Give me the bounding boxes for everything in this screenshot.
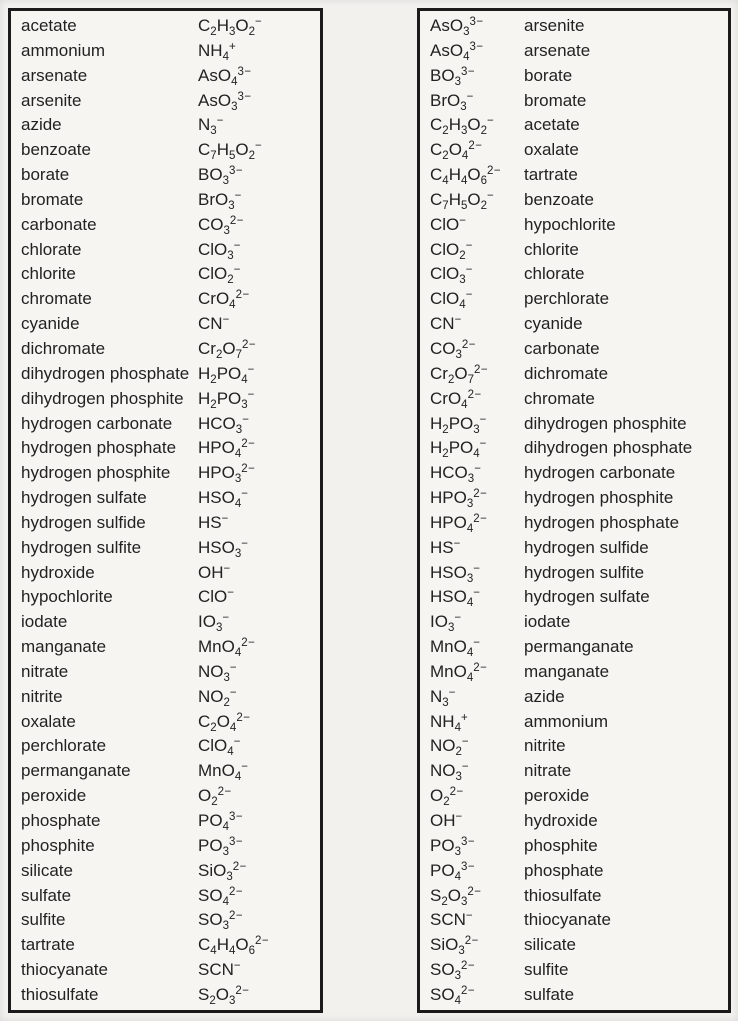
ion-row	[21, 734, 320, 759]
ion-row	[21, 859, 320, 884]
ion-row	[21, 39, 320, 64]
ion-formula: MnO$_4^{2-}$	[198, 637, 256, 660]
ion-name: cyanide	[21, 314, 80, 334]
ion-row	[21, 287, 320, 312]
ion-formula: HS−	[198, 512, 229, 532]
ion-row	[21, 486, 320, 511]
ion-row	[21, 561, 320, 586]
ion-formula: $C_4H_4O_6^{2-}$	[430, 165, 502, 188]
ion-row	[430, 238, 728, 263]
ion-formula: $NO_2^-$	[198, 686, 238, 709]
ion-row	[430, 163, 728, 188]
ion-row	[21, 635, 320, 660]
ion-row	[430, 585, 728, 610]
ion-name: benzoate	[524, 189, 594, 209]
ion-row	[430, 362, 728, 387]
ion-name: hydrogen carbonate	[21, 413, 173, 433]
ion-formula: $HPO_4^{2-}$	[198, 438, 256, 461]
ion-name: carbonate	[21, 214, 97, 234]
ion-row	[430, 337, 728, 362]
ion-formula: $H_2PO_3^-$	[430, 413, 487, 436]
ion-row	[430, 387, 728, 412]
ion-formula: $HSO_3^-$	[198, 537, 249, 560]
ion-row	[21, 908, 320, 933]
ion-formula: $NO_2^-$	[430, 736, 470, 759]
ion-name: permanganate	[524, 637, 634, 657]
ion-formula: CN−	[198, 314, 230, 334]
ion-row	[430, 536, 728, 561]
ion-formula: $Cr_2O_7^{2-}$	[430, 363, 489, 386]
ion-formula: MnO$_4$−	[430, 637, 481, 660]
ion-name: hydrogen sulfate	[21, 488, 147, 508]
ion-row	[430, 809, 728, 834]
ion-row	[21, 337, 320, 362]
ion-name: hydrogen sulfite	[21, 537, 142, 557]
ion-row	[430, 213, 728, 238]
ion-formula: $C_4H_4O_6^{2-}$	[198, 935, 270, 958]
ion-name: nitrite	[524, 736, 566, 756]
ion-name: arsenate	[21, 65, 88, 85]
ion-formula: $Cr_2O_7^{2-}$	[198, 338, 257, 361]
ion-name: acetate	[524, 115, 580, 135]
ion-formula: CN−	[430, 314, 462, 334]
ion-name: thiosulfate	[21, 984, 99, 1004]
ion-row	[21, 188, 320, 213]
ion-formula: ClO$_4$−	[198, 736, 241, 759]
ion-row	[430, 933, 728, 958]
ion-row	[430, 635, 728, 660]
ion-formula: ClO−	[198, 587, 235, 607]
ion-formula: MnO$_4^{2-}$	[430, 661, 488, 684]
ion-formula: ClO$_2$−	[430, 239, 473, 262]
ion-row	[430, 461, 728, 486]
ion-row	[21, 89, 320, 114]
ion-formula: $C_2H_3O_2^-$	[430, 115, 495, 138]
ion-name: borate	[524, 65, 573, 85]
ion-formula: $H_2PO_4^-$	[430, 438, 487, 461]
ion-row	[21, 585, 320, 610]
ion-formula: $N_3^-$	[430, 686, 456, 709]
ion-row	[21, 710, 320, 735]
ion-name: iodate	[524, 612, 571, 632]
ion-formula: $C_2H_3O_2^-$	[198, 16, 263, 38]
ion-name: hydrogen phosphate	[21, 438, 177, 458]
ion-formula: $HCO_3^-$	[430, 463, 482, 486]
ion-name: borate	[21, 165, 70, 185]
ion-row	[21, 759, 320, 784]
ion-row	[21, 536, 320, 561]
ion-formula: $C_2O_4^{2-}$	[430, 140, 483, 163]
ion-formula: $NO_3^-$	[198, 661, 238, 684]
ion-formula: $SO_3^{2-}$	[198, 910, 244, 933]
ion-name: azide	[524, 686, 565, 706]
ion-name: dihydrogen phosphate	[524, 438, 693, 458]
ion-row	[430, 89, 728, 114]
ion-row	[21, 362, 320, 387]
ion-formula: $O_2^{2-}$	[430, 786, 464, 809]
ion-row	[430, 64, 728, 89]
ion-formula: $N_3^-$	[198, 115, 224, 138]
ion-name: thiocyanate	[21, 960, 108, 980]
ion-name: hydrogen sulfate	[524, 587, 650, 607]
ion-name: chlorite	[21, 264, 76, 284]
ion-name: benzoate	[21, 140, 91, 160]
ion-row	[430, 859, 728, 884]
ion-row	[21, 213, 320, 238]
ion-name: permanganate	[21, 761, 131, 781]
ion-name: perchlorate	[21, 736, 107, 756]
ion-name: silicate	[524, 935, 576, 955]
ion-name: hydrogen carbonate	[524, 463, 676, 483]
ion-name: manganate	[21, 637, 107, 657]
ion-formula: $C_7H_5O_2^-$	[198, 140, 263, 163]
ion-formula: $PO_4^{3-}$	[430, 860, 476, 883]
ion-formula: CrO$_4^{2-}$	[198, 289, 250, 312]
ion-formula: $HSO_3^-$	[430, 562, 481, 585]
ion-formula: $PO_3^{3-}$	[430, 835, 476, 858]
ion-formula: $NO_3^-$	[430, 761, 470, 784]
ion-formula: HS−	[430, 537, 461, 557]
ion-row	[430, 759, 728, 784]
ion-formula: ClO$_2$−	[198, 264, 241, 287]
ion-formula: AsO$_4^{3-}$	[198, 65, 252, 88]
ion-name: bromate	[524, 90, 587, 110]
ion-row	[430, 908, 728, 933]
ion-row	[430, 312, 728, 337]
ion-row	[21, 983, 320, 1008]
ion-row	[21, 387, 320, 412]
ion-name: hydrogen phosphate	[524, 512, 680, 532]
ion-name: arsenate	[524, 40, 591, 60]
ion-row	[430, 511, 728, 536]
ion-row	[21, 412, 320, 437]
ion-name: tartrate	[524, 165, 578, 185]
ion-name: nitrite	[21, 686, 63, 706]
ion-row	[430, 784, 728, 809]
ion-row	[430, 660, 728, 685]
ion-name: ammonium	[524, 711, 609, 731]
ion-row	[430, 685, 728, 710]
ion-name: acetate	[21, 16, 77, 35]
ion-formula: AsO$_4^{3-}$	[430, 40, 484, 63]
ion-formula: SiO$_3^{2-}$	[198, 860, 247, 883]
ion-formula: $HSO_4^-$	[430, 587, 481, 610]
ion-name: hypochlorite	[524, 214, 616, 234]
ion-name: silicate	[21, 860, 73, 880]
ion-row	[21, 238, 320, 263]
ion-row	[430, 884, 728, 909]
ion-row	[430, 188, 728, 213]
ion-formula: SCN−	[198, 960, 242, 980]
ion-name: chlorate	[21, 239, 82, 259]
ion-name: azide	[21, 115, 62, 135]
ion-name: ammonium	[21, 40, 106, 60]
ion-name: oxalate	[21, 711, 76, 731]
ion-name: sulfite	[21, 910, 66, 930]
ion-formula: $NH_4^+$	[198, 40, 237, 63]
ion-name: hydrogen sulfide	[524, 537, 649, 557]
ion-formula: $HCO_3^-$	[198, 413, 250, 436]
ion-name: peroxide	[524, 786, 590, 806]
ion-row	[430, 561, 728, 586]
ion-table-by-formula	[417, 8, 731, 1013]
ion-row	[21, 312, 320, 337]
ion-formula: $SO_4^{2-}$	[430, 984, 476, 1007]
ion-name: chromate	[524, 388, 595, 408]
ion-row	[21, 809, 320, 834]
ion-row	[430, 486, 728, 511]
ion-row	[430, 138, 728, 163]
ion-name: nitrate	[21, 661, 69, 681]
ion-formula: OH−	[430, 811, 463, 830]
ion-row	[430, 610, 728, 635]
ion-name: nitrate	[524, 761, 572, 781]
ion-name: cyanide	[524, 314, 583, 334]
ion-formula: SCN−	[430, 910, 474, 930]
ion-formula: $PO_4^{3-}$	[198, 811, 244, 833]
ion-row	[21, 933, 320, 958]
ion-name: phosphite	[524, 835, 598, 855]
ion-formula: $BO_3^{3-}$	[430, 65, 476, 88]
ion-formula: $CO_3^{2-}$	[430, 338, 477, 361]
ion-formula: ClO−	[430, 214, 467, 234]
ion-row	[430, 262, 728, 287]
ion-formula: $HPO_3^{2-}$	[198, 463, 256, 486]
ion-row	[430, 287, 728, 312]
ion-row	[430, 113, 728, 138]
ion-formula: BrO$_3$−	[198, 189, 242, 212]
ion-name: hydrogen phosphite	[524, 488, 674, 508]
ion-name: iodate	[21, 612, 68, 632]
ion-formula: OH−	[198, 562, 231, 582]
ion-row	[21, 113, 320, 138]
ion-formula: $C_2O_4^{2-}$	[198, 711, 251, 734]
ion-row	[21, 685, 320, 710]
ion-formula: $CO_3^{2-}$	[198, 214, 245, 237]
ion-formula: ClO$_3$−	[430, 264, 473, 287]
ion-name: thiosulfate	[524, 885, 602, 905]
ion-name: bromate	[21, 189, 84, 209]
ion-name: dichromate	[524, 363, 609, 383]
ion-formula: $HSO_4^-$	[198, 488, 249, 511]
ion-row	[21, 784, 320, 809]
ion-row	[21, 834, 320, 859]
ion-name: carbonate	[524, 338, 600, 358]
ion-row	[430, 834, 728, 859]
ion-formula: AsO$_3^{3-}$	[430, 16, 484, 38]
ion-row	[21, 138, 320, 163]
ion-name: phosphate	[21, 811, 101, 830]
ion-row	[21, 884, 320, 909]
ion-name: thiocyanate	[524, 910, 611, 930]
ion-row	[21, 64, 320, 89]
ion-name: oxalate	[524, 140, 579, 160]
ion-name: manganate	[524, 661, 610, 681]
ion-formula: $H_2PO_4^-$	[198, 363, 255, 386]
ion-row	[430, 734, 728, 759]
ion-formula: $NH_4^+$	[430, 711, 469, 734]
ion-row	[21, 511, 320, 536]
ion-name: hydrogen sulfite	[524, 562, 645, 582]
ion-row	[21, 958, 320, 983]
ion-row	[430, 412, 728, 437]
ion-name: hydroxide	[524, 811, 598, 830]
ion-name: phosphite	[21, 835, 95, 855]
ion-formula: SiO$_3^{2-}$	[430, 935, 479, 958]
ion-formula: $PO_3^{3-}$	[198, 835, 244, 858]
ion-name: tartrate	[21, 935, 75, 955]
ion-formula: $HPO_4^{2-}$	[430, 512, 488, 535]
ion-formula: $BO_3^{3-}$	[198, 165, 244, 188]
ion-row	[21, 660, 320, 685]
ion-name: chlorate	[524, 264, 585, 284]
ion-name: dihydrogen phosphate	[21, 363, 190, 383]
ion-name: hydrogen sulfide	[21, 512, 146, 532]
ion-row	[430, 710, 728, 735]
ion-row	[21, 14, 320, 39]
ion-formula: $SO_3^{2-}$	[430, 960, 476, 983]
ion-row	[430, 39, 728, 64]
ion-formula: $H_2PO_3^-$	[198, 388, 255, 411]
ion-table-by-name	[8, 8, 323, 1013]
ion-formula: $O_2^{2-}$	[198, 786, 232, 809]
ion-formula: AsO$_3^{3-}$	[198, 90, 252, 113]
ion-name: chlorite	[524, 239, 579, 259]
ion-row	[21, 262, 320, 287]
ion-name: chromate	[21, 289, 92, 309]
ion-row	[430, 436, 728, 461]
ion-name: hypochlorite	[21, 587, 113, 607]
ion-name: sulfate	[524, 984, 575, 1004]
ion-formula: ClO$_3$−	[198, 239, 241, 262]
ion-name: dichromate	[21, 338, 106, 358]
ion-name: dihydrogen phosphite	[21, 388, 184, 408]
ion-name: phosphate	[524, 860, 604, 880]
ion-name: sulfite	[524, 960, 569, 980]
ion-name: arsenite	[524, 16, 585, 35]
ion-row	[430, 958, 728, 983]
ion-row	[21, 610, 320, 635]
ion-formula: CrO$_4^{2-}$	[430, 388, 482, 411]
ion-formula: $C_7H_5O_2^-$	[430, 189, 495, 212]
ion-formula: BrO$_3$−	[430, 90, 474, 113]
ion-row	[21, 436, 320, 461]
ion-row	[430, 983, 728, 1008]
ion-name: dihydrogen phosphite	[524, 413, 687, 433]
ion-name: perchlorate	[524, 289, 610, 309]
ion-name: peroxide	[21, 786, 87, 806]
ion-formula: $HPO_3^{2-}$	[430, 488, 488, 511]
ion-row	[21, 163, 320, 188]
ion-name: hydroxide	[21, 562, 95, 582]
ion-name: arsenite	[21, 90, 82, 110]
ion-formula: MnO$_4$−	[198, 761, 249, 784]
ion-formula: $IO_3^-$	[198, 612, 230, 635]
ion-formula: $IO_3^-$	[430, 612, 462, 635]
ion-formula: ClO$_4$−	[430, 289, 473, 312]
ion-formula: $SO_4^{2-}$	[198, 885, 244, 908]
ion-name: hydrogen phosphite	[21, 463, 171, 483]
ion-formula: $S_2O_3^{2-}$	[198, 984, 250, 1007]
ion-row	[430, 14, 728, 39]
ion-formula: $S_2O_3^{2-}$	[430, 885, 482, 908]
ion-name: sulfate	[21, 885, 72, 905]
ion-row	[21, 461, 320, 486]
